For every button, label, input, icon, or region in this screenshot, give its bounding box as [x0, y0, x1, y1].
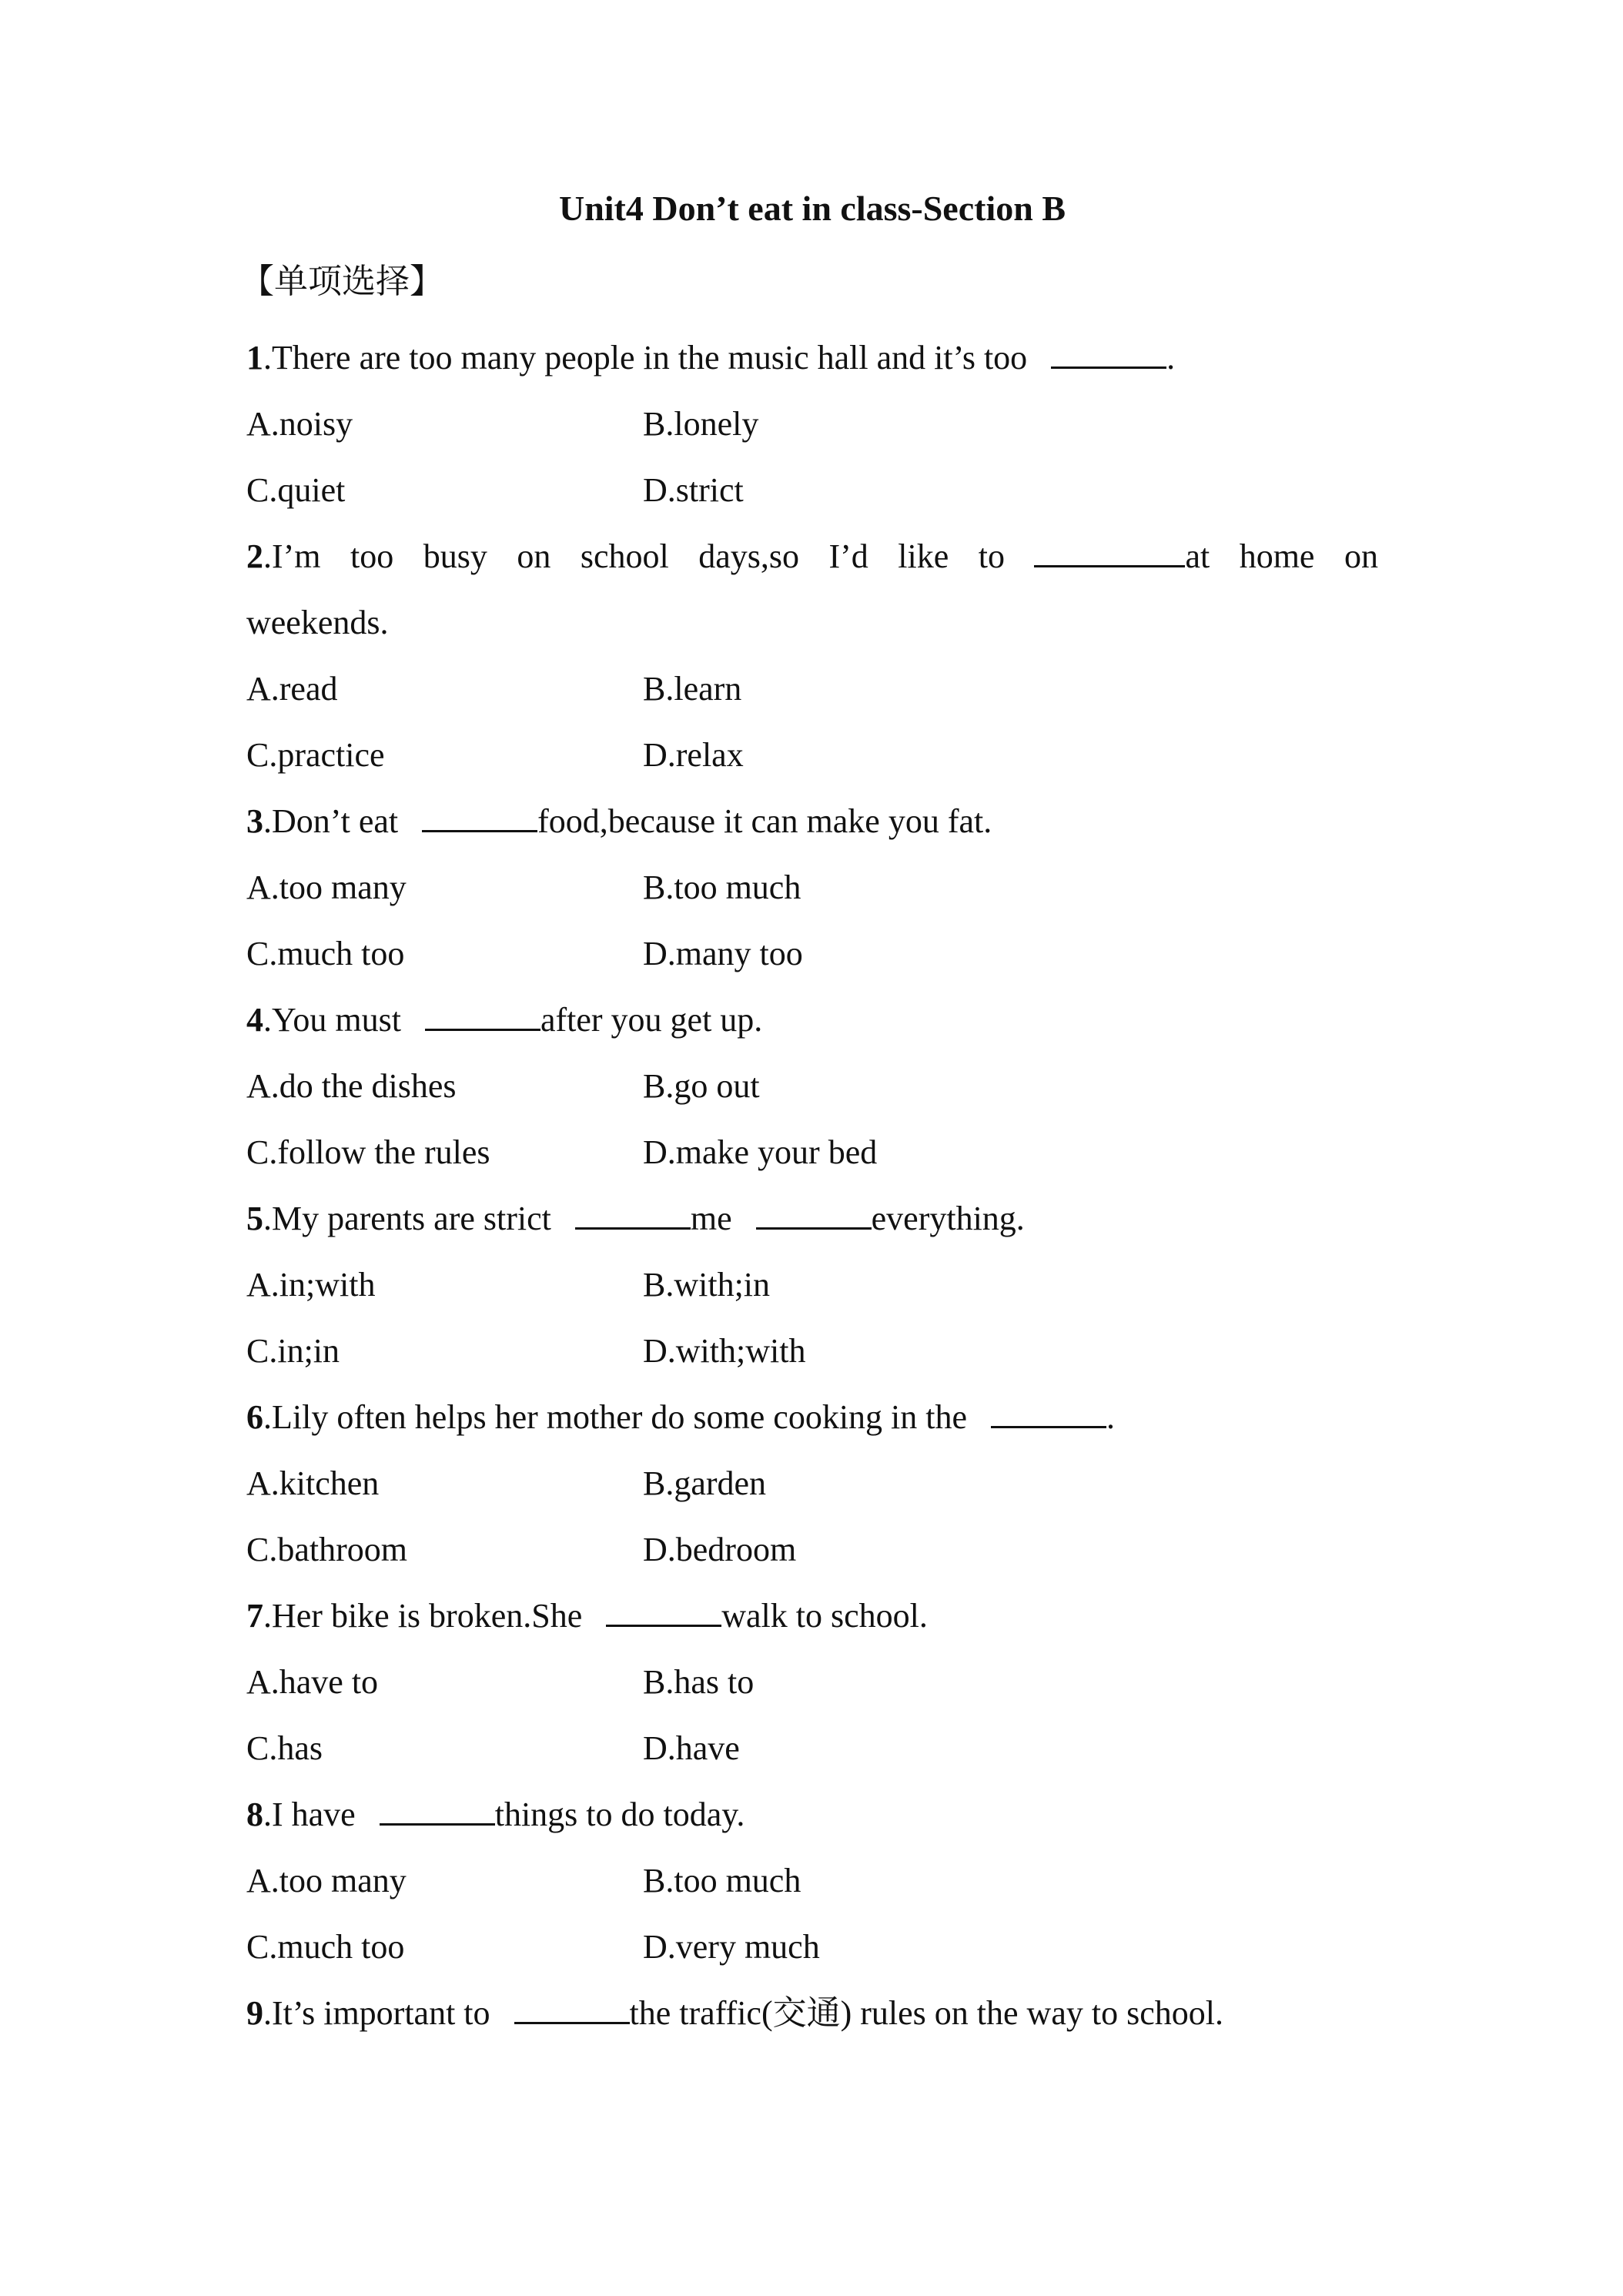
question-text-end: . [1106, 1398, 1116, 1436]
question-text: .It’s important to [263, 1994, 499, 2032]
question-number: 3 [246, 802, 263, 840]
option-c: C.bathroom [246, 1531, 407, 1568]
options-row [246, 1848, 1378, 1914]
question-text-end: everything. [871, 1200, 1025, 1237]
question-word: I’d [828, 537, 868, 575]
question-9 [246, 1980, 1378, 2047]
options-row [246, 1120, 1378, 1186]
option-c: C.much too [246, 935, 405, 972]
option-a: A.do the dishes [246, 1067, 457, 1105]
question-word: on [517, 537, 551, 575]
answer-blank [991, 1400, 1106, 1428]
answer-blank [422, 804, 537, 832]
options-row [246, 457, 1378, 524]
question-word: at [1185, 537, 1210, 575]
option-a: A.have to [246, 1663, 379, 1701]
option-b: B.with;in [643, 1266, 771, 1304]
option-d: D.bedroom [643, 1531, 797, 1568]
answer-blank [380, 1797, 495, 1826]
question-number: 5 [246, 1200, 263, 1237]
question-word: too [350, 537, 394, 575]
options-row [246, 1451, 1378, 1517]
options-row [246, 921, 1378, 987]
question-word: on [1344, 537, 1378, 575]
question-4 [246, 987, 1378, 1053]
question-text-end: the traffic(交通) rules on the way to school. [629, 1994, 1223, 2032]
question-number: 6 [246, 1398, 263, 1436]
option-d: D.many too [643, 935, 803, 972]
option-b: B.lonely [643, 405, 759, 443]
option-a: A.kitchen [246, 1464, 380, 1502]
question-number: 4 [246, 1001, 263, 1039]
question-word: like [898, 537, 949, 575]
question-5 [246, 1186, 1378, 1252]
question-3 [246, 788, 1378, 855]
question-number: 7 [246, 1597, 263, 1635]
option-c: C.practice [246, 736, 385, 774]
answer-blank [1034, 539, 1185, 567]
question-text: .Lily often helps her mother do some cooking in the [263, 1398, 976, 1436]
section-heading: 【单项选择】 [240, 263, 443, 300]
question-text: .My parents are strict [263, 1200, 560, 1237]
answer-blank [1051, 340, 1166, 369]
question-text-end: walk to school. [721, 1597, 928, 1635]
question-number: 8 [246, 1796, 263, 1833]
question-2 [246, 524, 1378, 590]
option-c: C.much too [246, 1928, 405, 1966]
options-row [246, 722, 1378, 788]
option-b: B.garden [643, 1464, 767, 1502]
answer-blank [756, 1201, 872, 1230]
answer-blank [425, 1002, 540, 1031]
option-b: B.too much [643, 1862, 801, 1899]
options-row [246, 1053, 1378, 1120]
options-row [246, 1649, 1378, 1715]
question-1 [246, 325, 1378, 391]
worksheet-page [240, 189, 1378, 2047]
options-row [246, 656, 1378, 722]
option-d: D.with;with [643, 1332, 806, 1370]
question-number: 2 [246, 537, 263, 575]
option-a: A.in;with [246, 1266, 376, 1304]
option-b: B.too much [643, 869, 801, 906]
question-6 [246, 1384, 1378, 1451]
option-c: C.quiet [246, 471, 346, 509]
option-b: B.has to [643, 1663, 755, 1701]
options-row [246, 391, 1378, 457]
option-a: A.too many [246, 869, 407, 906]
option-c: C.in;in [246, 1332, 340, 1370]
option-c: C.follow the rules [246, 1133, 490, 1171]
options-row [246, 1715, 1378, 1782]
question-word: days,so [698, 537, 799, 575]
question-8 [246, 1782, 1378, 1848]
question-text-end: things to do today. [494, 1796, 745, 1833]
option-d: D.make your bed [643, 1133, 878, 1171]
question-text: .Don’t eat [263, 802, 407, 840]
question-word: home [1239, 537, 1315, 575]
question-text: .Her bike is broken.She [263, 1597, 591, 1635]
option-c: C.has [246, 1729, 323, 1767]
question-continuation: weekends. [246, 604, 389, 641]
answer-blank [514, 1996, 630, 2024]
question-number: 9 [246, 1994, 263, 2032]
option-b: B.go out [643, 1067, 760, 1105]
question-text-end: after you get up. [540, 1001, 763, 1039]
option-a: A.read [246, 670, 338, 708]
question-text-middle: me [690, 1200, 741, 1237]
question-text: .I have [263, 1796, 364, 1833]
options-row [246, 1914, 1378, 1980]
option-d: D.relax [643, 736, 744, 774]
question-text-end: . [1166, 339, 1176, 377]
question-word: school [580, 537, 669, 575]
options-row [246, 855, 1378, 921]
options-row [246, 1318, 1378, 1384]
option-d: D.have [643, 1729, 740, 1767]
question-text-end: food,because it can make you fat. [537, 802, 992, 840]
question-text: .You must [263, 1001, 410, 1039]
option-a: A.noisy [246, 405, 353, 443]
options-row [246, 1517, 1378, 1583]
question-word: to [978, 537, 1005, 575]
option-d: D.strict [643, 471, 744, 509]
question-word: busy [423, 537, 487, 575]
page-title: Unit4 Don’t eat in class-Section B [558, 189, 1066, 228]
option-a: A.too many [246, 1862, 407, 1899]
question-text: .There are too many people in the music hall and it’s too [263, 339, 1036, 377]
answer-blank [606, 1598, 721, 1627]
option-d: D.very much [643, 1928, 820, 1966]
question-7 [246, 1583, 1378, 1649]
question-number: 1 [246, 339, 263, 377]
options-row [246, 1252, 1378, 1318]
answer-blank [575, 1201, 691, 1230]
question-word: .I’m [263, 537, 321, 575]
option-b: B.learn [643, 670, 742, 708]
